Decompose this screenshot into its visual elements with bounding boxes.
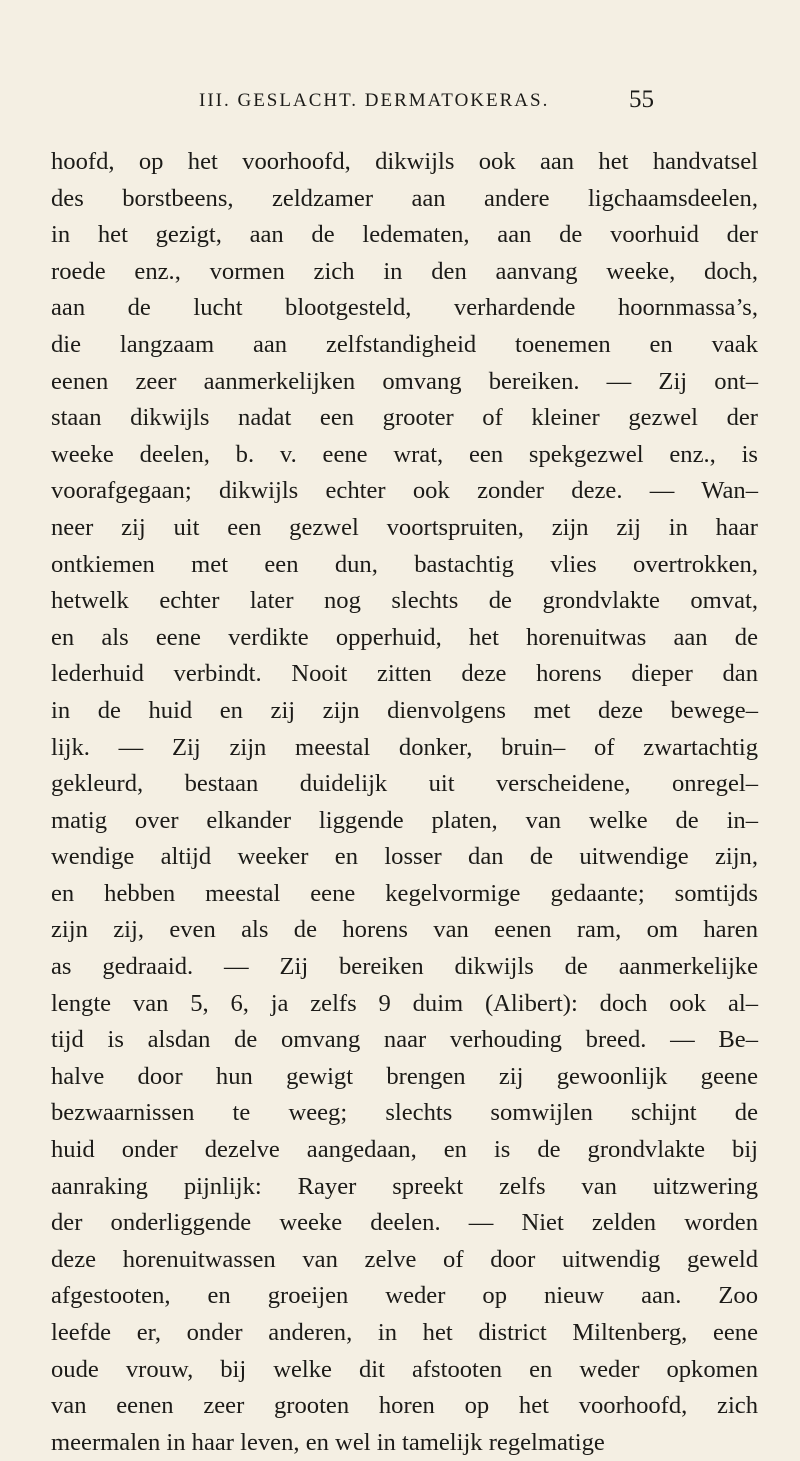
text-line: meermalen in haar leven, en wel in tamelijk regelmatige — [51, 1428, 605, 1456]
text-line: halve door hun gewigt brengen zij gewoonlijk geene — [51, 1062, 758, 1090]
text-line: lijk. — Zij zijn meestal donker, bruin– of zwartachtig — [51, 733, 758, 761]
text-line: aan de lucht blootgesteld, verhardende hoornmassa’s, — [51, 294, 758, 322]
text-line: as gedraaid. — Zij bereiken dikwijls de aanmerkelijke — [51, 953, 758, 981]
text-line: staan dikwijls nadat een grooter of kleiner gezwel der — [51, 404, 758, 432]
text-line: van eenen zeer grooten horen op het voorhoofd, zich — [51, 1392, 758, 1420]
text-line: hoofd, op het voorhoofd, dikwijls ook aan het handvatsel — [51, 148, 758, 175]
text-line: der onderliggende weeke deelen. — Niet zelden worden — [51, 1209, 758, 1237]
text-line: oude vrouw, bij welke dit afstooten en weder opkomen — [51, 1355, 758, 1383]
text-line: leefde er, onder anderen, in het district Miltenberg, eene — [51, 1319, 758, 1346]
page-number: 55 — [629, 86, 654, 113]
text-line: matig over elkander liggende platen, van welke de in– — [51, 806, 758, 834]
text-line: tijd is alsdan de omvang naar verhouding breed. — Be– — [51, 1026, 758, 1054]
text-line: ontkiemen met een dun, bastachtig vlies overtrokken, — [51, 550, 758, 578]
text-line: bezwaarnissen te weeg; slechts somwijlen schijnt de — [51, 1099, 758, 1127]
text-line: neer zij uit een gezwel voortspruiten, zijn zij in haar — [51, 513, 758, 541]
text-line: in de huid en zij zijn dienvolgens met deze bewege– — [51, 696, 758, 724]
running-head — [199, 84, 654, 118]
text-line: eenen zeer aanmerkelijken omvang bereiken. — Zij ont– — [51, 367, 758, 395]
text-line: deze horenuitwassen van zelve of door uitwendig geweld — [51, 1245, 758, 1273]
text-line: wendige altijd weeker en losser dan de uitwendige zijn, — [51, 843, 758, 871]
text-line: en hebben meestal eene kegelvormige gedaante; somtijds — [51, 879, 758, 907]
text-line: hetwelk echter later nog slechts de grondvlakte omvat, — [51, 587, 758, 615]
text-line: aanraking pijnlijk: Rayer spreekt zelfs van uitzwering — [51, 1172, 758, 1200]
text-line: voorafgegaan; dikwijls echter ook zonder deze. — Wan– — [51, 477, 758, 505]
text-line: en als eene verdikte opperhuid, het horenuitwas aan de — [51, 623, 758, 651]
text-line: huid onder dezelve aangedaan, en is de grondvlakte bij — [51, 1136, 758, 1164]
text-line: die langzaam aan zelfstandigheid toenemen en vaak — [51, 330, 758, 358]
text-line: afgestooten, en groeijen weder op nieuw aan. Zoo — [51, 1282, 758, 1310]
running-title: III. GESLACHT. DERMATOKERAS. — [199, 90, 550, 111]
text-line: gekleurd, bestaan duidelijk uit verscheidene, onregel– — [51, 770, 758, 798]
text-line: des borstbeens, zeldzamer aan andere ligchaamsdeelen, — [51, 184, 758, 212]
text-line: in het gezigt, aan de ledematen, aan de voorhuid der — [51, 221, 758, 249]
text-line: weeke deelen, b. v. eene wrat, een spekgezwel enz., is — [51, 440, 758, 468]
text-line: zijn zij, even als de horens van eenen ram, om haren — [51, 916, 758, 944]
text-line: lederhuid verbindt. Nooit zitten deze horens dieper dan — [51, 660, 758, 688]
text-line: lengte van 5, 6, ja zelfs 9 duim (Alibert): doch ook al– — [51, 989, 758, 1017]
body-text — [51, 144, 758, 1461]
text-line: roede enz., vormen zich in den aanvang weeke, doch, — [51, 257, 758, 285]
